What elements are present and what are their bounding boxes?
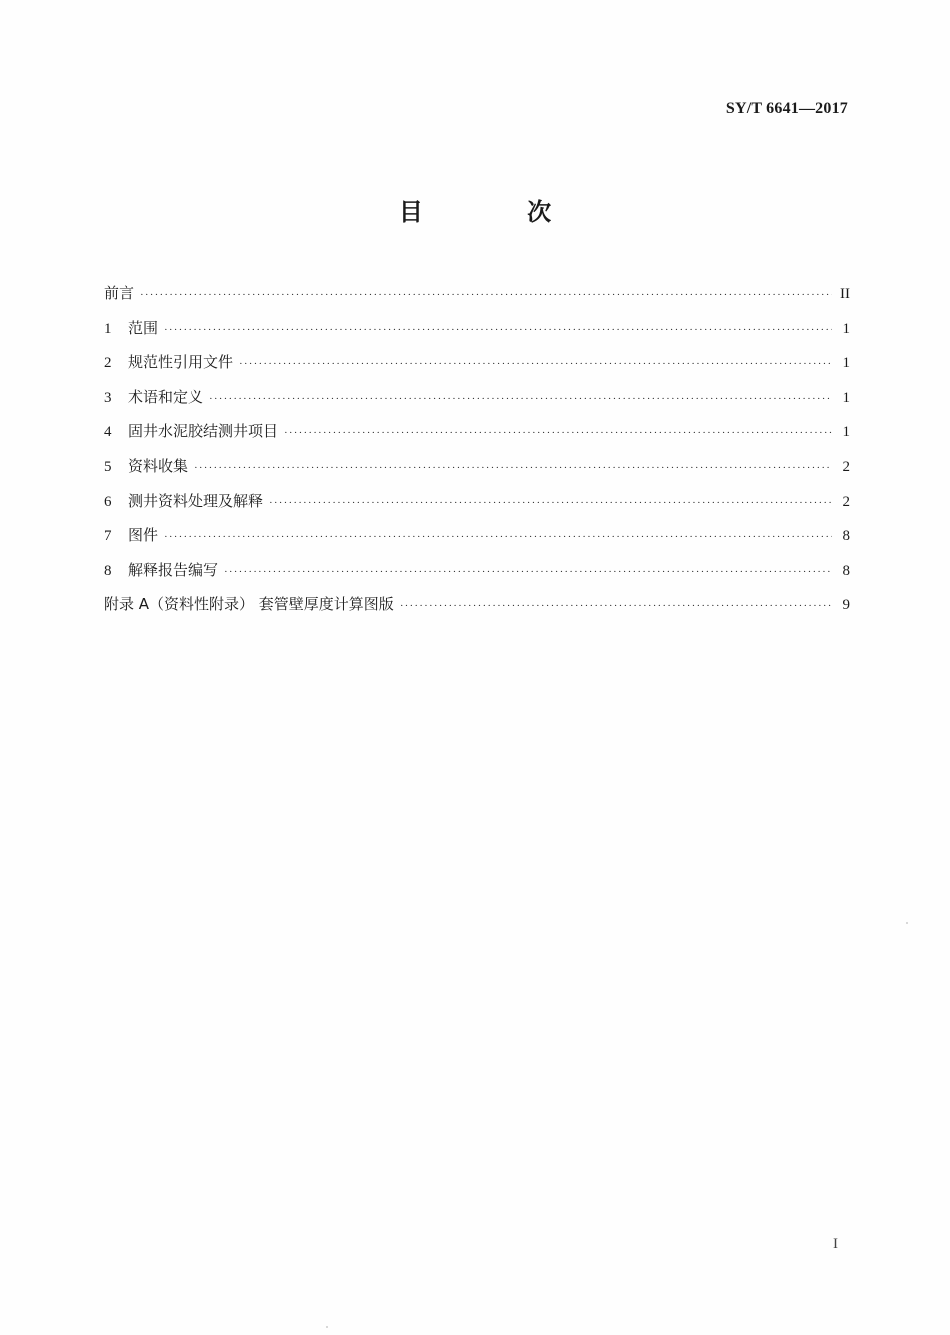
toc-entry-5[interactable] (104, 455, 850, 490)
toc-entry-label: 解释报告编写 (128, 560, 219, 579)
toc-entry-number: 5 (104, 458, 112, 475)
toc-entry-label: 前言 (104, 284, 135, 302)
toc-entry-2[interactable] (104, 351, 850, 386)
toc-entry-page: 2 (842, 458, 850, 475)
toc-entry-8[interactable] (104, 559, 850, 594)
toc-entry-number: 7 (104, 528, 112, 545)
dot-leader (140, 289, 832, 301)
toc-entry-page: 1 (842, 389, 850, 406)
scan-speck (326, 1326, 328, 1328)
dot-leader (164, 324, 832, 336)
toc-entry-3[interactable] (104, 386, 850, 421)
toc-entry-page: 9 (842, 597, 850, 614)
toc-entry-number: 4 (104, 424, 112, 441)
toc-entry-7[interactable] (104, 524, 850, 559)
dot-leader (400, 600, 832, 612)
toc-entry-label: 测井资料处理及解释 (128, 491, 264, 510)
toc-entry-label: 固井水泥胶结测井项目 (128, 422, 279, 441)
toc-entry-page: 8 (842, 528, 850, 545)
toc-entry-number: 3 (104, 389, 112, 406)
toc-entry-page: 8 (842, 562, 850, 579)
toc-entry-label: 范围 (128, 318, 159, 337)
toc-entry-label: 图件 (128, 526, 159, 545)
toc-entry-label: 资料收集 (128, 456, 189, 475)
page-number: I (833, 1236, 838, 1252)
standard-code: SY/T 6641—2017 (725, 100, 848, 117)
toc-entry-page: 1 (842, 320, 850, 337)
toc-entry-number: 2 (104, 355, 112, 372)
toc-entry-page: 2 (842, 493, 850, 510)
toc-entry-page: II (840, 286, 850, 302)
scan-speck (906, 922, 908, 924)
toc-entry-page: 1 (842, 355, 850, 372)
toc-entry-label: 规范性引用文件 (128, 353, 234, 372)
toc-entry-page: 1 (842, 424, 850, 441)
table-of-contents (104, 282, 850, 628)
dot-leader (164, 531, 832, 543)
toc-entry-4[interactable] (104, 420, 850, 455)
toc-entry-number: 1 (104, 320, 112, 337)
page-title: 目 次 (398, 198, 600, 226)
dot-leader (224, 566, 832, 578)
toc-entry-appendix-a[interactable] (104, 593, 850, 628)
toc-entry-number: 8 (104, 562, 112, 579)
dot-leader (269, 497, 832, 509)
toc-entry-foreword[interactable] (104, 282, 850, 317)
dot-leader (209, 393, 832, 405)
toc-entry-label: 术语和定义 (128, 387, 204, 406)
dot-leader (194, 462, 832, 474)
dot-leader (284, 427, 832, 439)
toc-entry-1[interactable] (104, 317, 850, 352)
toc-entry-number: 6 (104, 493, 112, 510)
dot-leader (239, 358, 832, 370)
toc-entry-label: 附录 A（资料性附录） 套管壁厚度计算图版 (104, 595, 394, 614)
toc-entry-6[interactable] (104, 490, 850, 525)
